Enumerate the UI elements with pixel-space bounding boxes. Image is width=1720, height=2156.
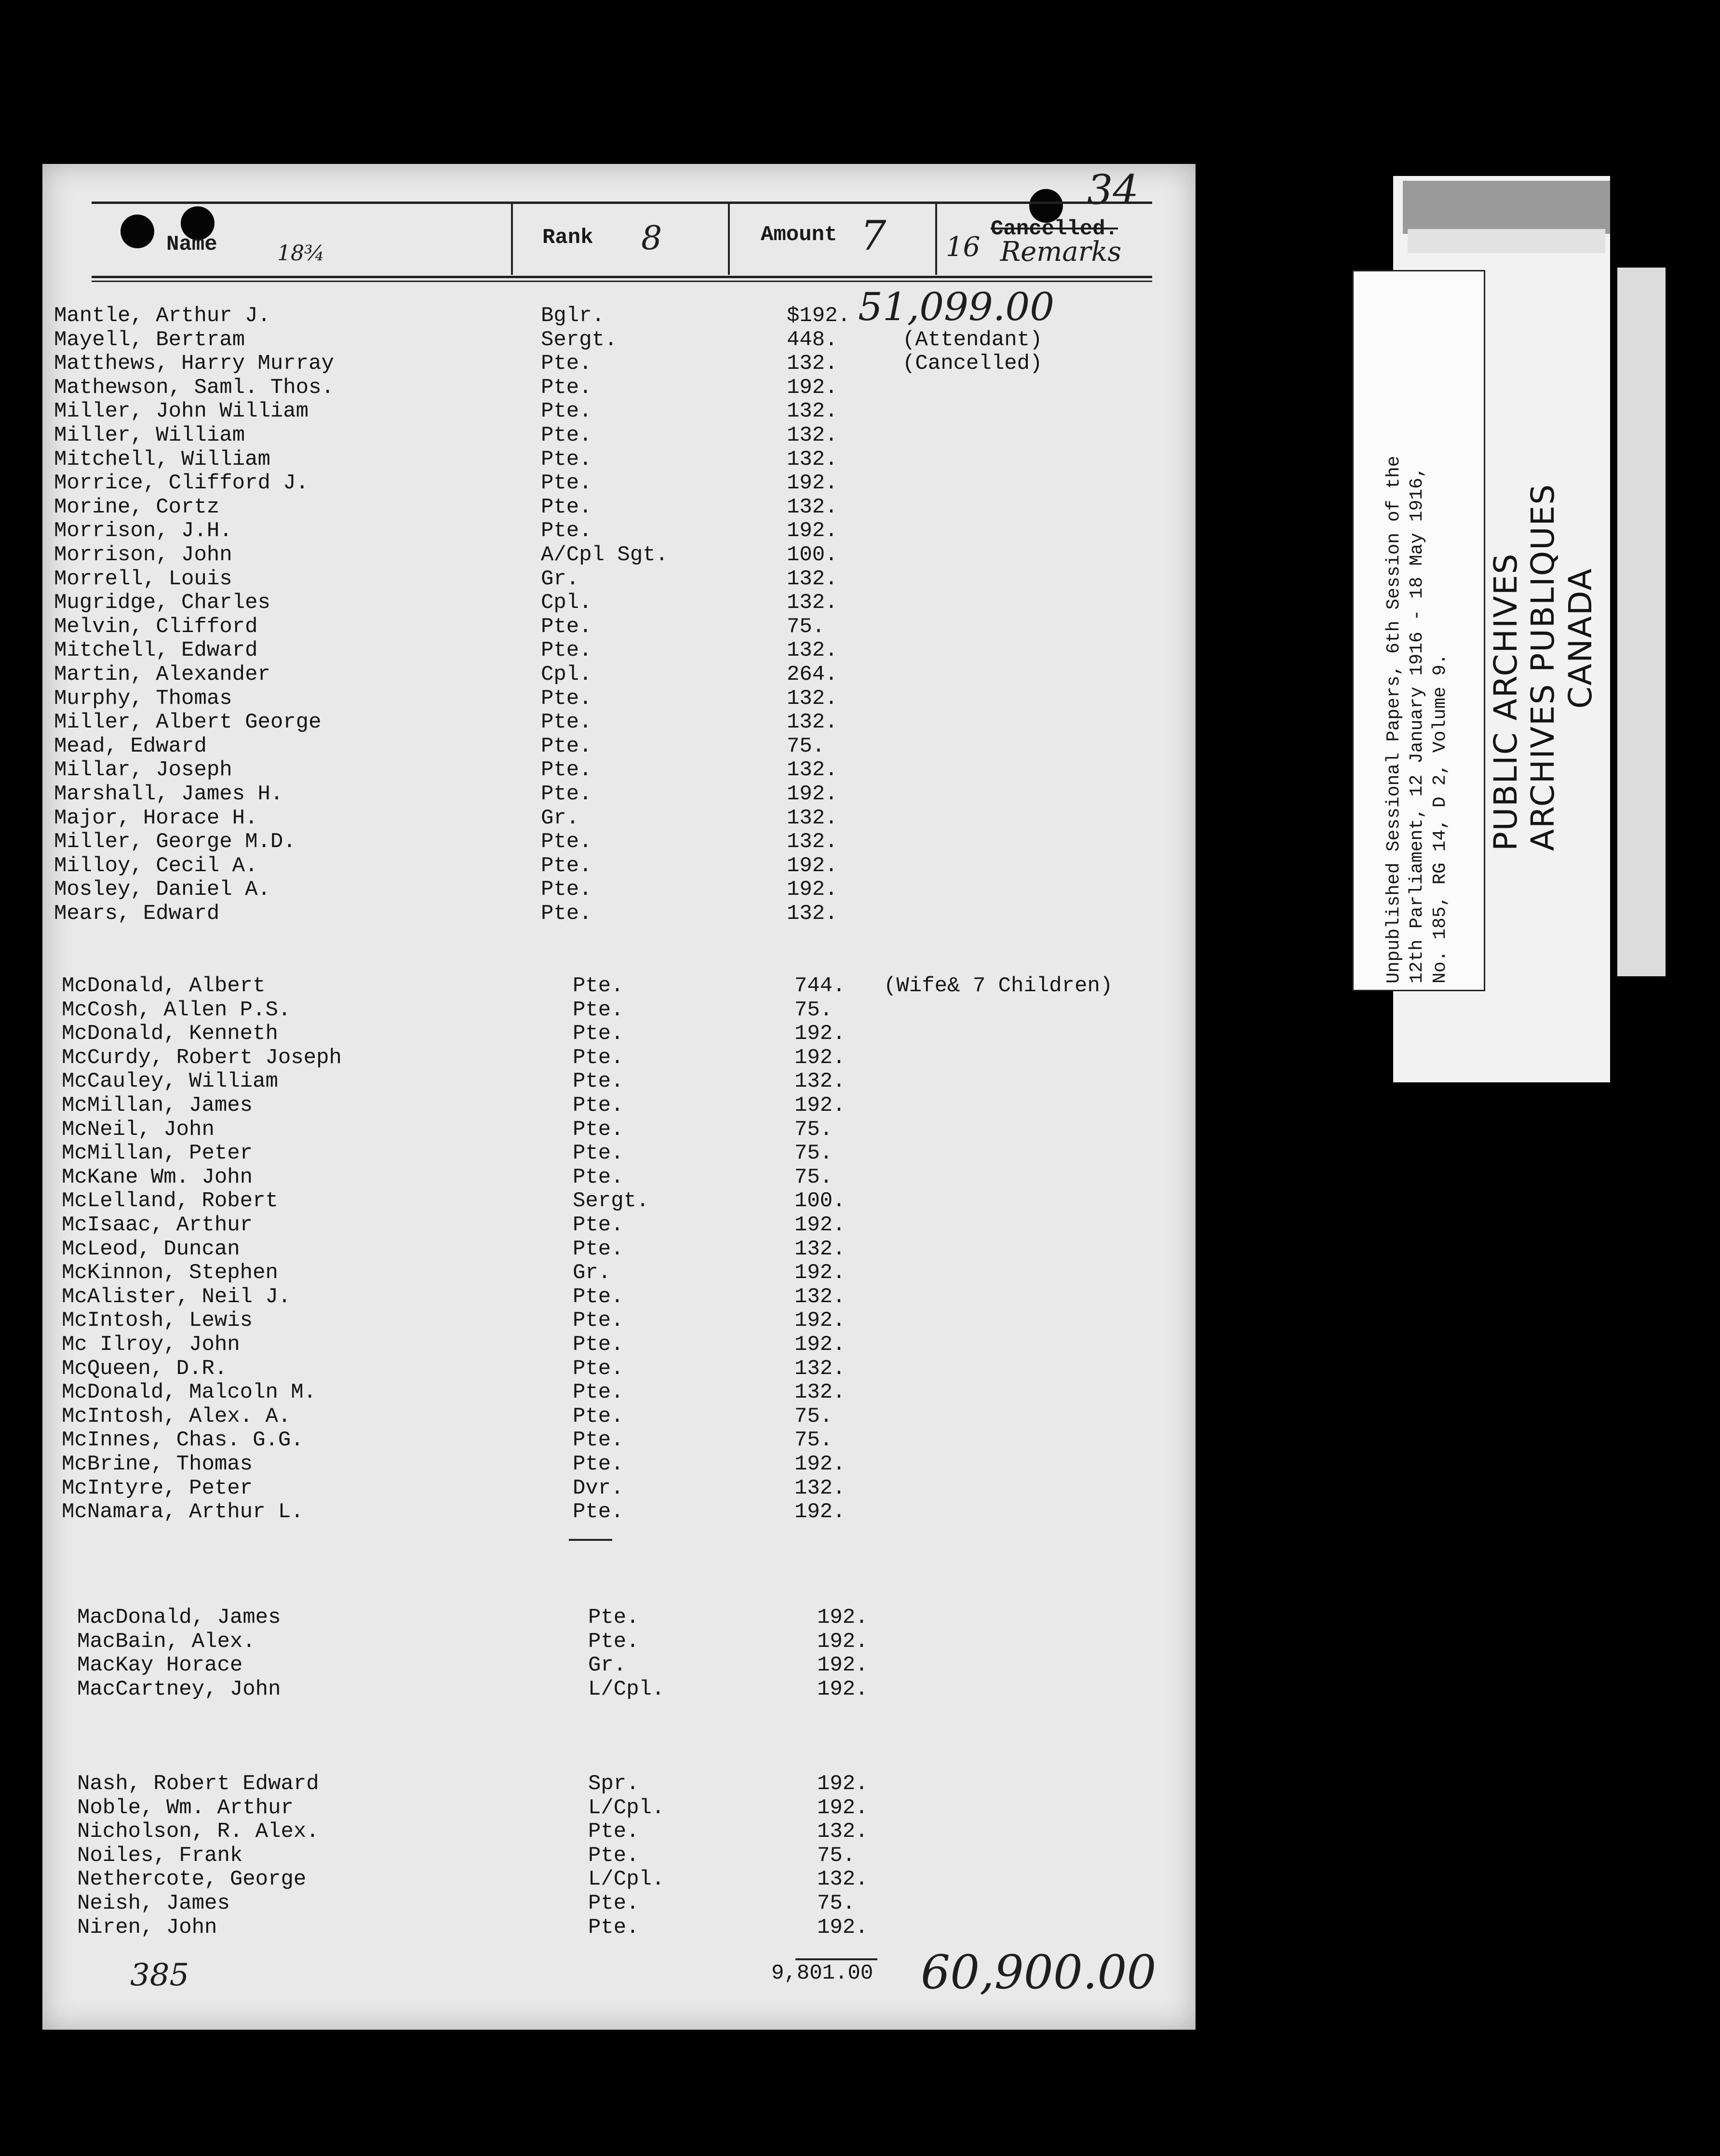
- entry-rank: Pte.: [573, 1141, 624, 1165]
- entry-rank: Pte.: [541, 638, 592, 662]
- entry-rank: Pte.: [541, 830, 592, 854]
- entry-rank: L/Cpl.: [588, 1796, 665, 1820]
- entry-amount: 132.: [787, 902, 838, 926]
- entry-rank: Pte.: [573, 1165, 624, 1189]
- entry-remark: (Attendant): [902, 328, 1043, 352]
- entry-rank: L/Cpl.: [588, 1677, 665, 1701]
- entry-amount: 132.: [787, 758, 838, 782]
- entry-name: Morine, Cortz: [54, 495, 220, 519]
- entry-rank: Pte.: [573, 1308, 624, 1333]
- entry-amount: 264.: [787, 662, 838, 687]
- entry-rank: Pte.: [541, 376, 592, 400]
- entry-name: Martin, Alexander: [54, 662, 270, 687]
- entry-amount: 132.: [794, 1237, 846, 1261]
- entry-rank: Pte.: [573, 1046, 624, 1070]
- entry-rank: Pte.: [573, 1357, 624, 1381]
- entry-name: McCosh, Allen P.S.: [62, 998, 291, 1022]
- entry-remark: (Wife& 7 Children): [884, 974, 1113, 998]
- entry-name: McLelland, Robert: [62, 1189, 278, 1213]
- header-divider-1: [511, 202, 513, 275]
- entry-amount: 132.: [787, 567, 838, 591]
- entry-rank: Pte.: [541, 423, 592, 447]
- archive-tag-inner: [1408, 229, 1605, 253]
- header-bottom-rule-2: [92, 281, 1152, 282]
- entry-amount: 75.: [817, 1891, 856, 1915]
- entry-name: McIntosh, Lewis: [62, 1308, 253, 1333]
- entry-amount: 192.: [787, 877, 838, 902]
- entry-name: Major, Horace H.: [54, 806, 258, 830]
- entry-rank: Pte.: [541, 519, 592, 543]
- entry-name: McMillan, Peter: [62, 1141, 253, 1165]
- entry-rank: Pte.: [573, 1069, 624, 1093]
- entry-rank: Pte.: [541, 877, 592, 902]
- entry-amount: 75.: [794, 998, 833, 1022]
- entry-rank: Sergt.: [541, 328, 618, 352]
- entry-rank: Pte.: [573, 1213, 624, 1237]
- entry-amount: 132.: [794, 1285, 846, 1309]
- entry-name: Mugridge, Charles: [54, 591, 270, 615]
- entry-rank: Pte.: [588, 1891, 639, 1915]
- entry-name: McCauley, William: [62, 1069, 278, 1093]
- entry-name: Mead, Edward: [54, 734, 207, 758]
- entry-rank: Pte.: [573, 1428, 624, 1452]
- entry-rank: Pte.: [573, 1118, 624, 1142]
- entry-rank: Cpl.: [541, 591, 592, 615]
- entry-amount: 192.: [794, 1308, 846, 1333]
- entry-amount: 192.: [817, 1605, 868, 1630]
- archive-stamp-line-1: PUBLIC ARCHIVES: [1487, 552, 1524, 851]
- entry-rank: Pte.: [541, 447, 592, 472]
- rank-underline: [569, 1539, 612, 1541]
- entry-name: Nash, Robert Edward: [77, 1772, 319, 1796]
- entry-rank: Pte.: [573, 974, 624, 998]
- entry-amount: 132.: [817, 1867, 868, 1891]
- entry-amount: 132.: [794, 1380, 846, 1404]
- archive-tag-strip: [1617, 268, 1666, 976]
- entry-amount: 132.: [817, 1819, 868, 1844]
- entry-name: Nicholson, R. Alex.: [77, 1819, 319, 1844]
- header-divider-2: [728, 202, 730, 275]
- entry-name: MacCartney, John: [77, 1677, 281, 1701]
- entry-remark: (Cancelled): [902, 351, 1043, 376]
- archive-stamp-line-3: CANADA: [1562, 567, 1599, 709]
- entry-name: McAlister, Neil J.: [62, 1285, 291, 1309]
- entry-amount: 192.: [794, 1261, 846, 1285]
- entry-amount: 132.: [787, 710, 838, 734]
- entry-amount: 132.: [794, 1476, 846, 1500]
- entry-amount: 192.: [817, 1653, 868, 1677]
- amount-total: 9,801.00: [771, 1961, 873, 1985]
- entry-rank: Pte.: [541, 687, 592, 711]
- entry-amount: 132.: [787, 638, 838, 662]
- entry-amount: 448.: [787, 328, 838, 352]
- entry-name: McKane Wm. John: [62, 1165, 253, 1189]
- entry-rank: Pte.: [573, 1285, 624, 1309]
- entry-name: MacBain, Alex.: [77, 1630, 255, 1654]
- entry-amount: 192.: [787, 519, 838, 543]
- entry-rank: Pte.: [573, 1404, 624, 1428]
- entry-name: McDonald, Kenneth: [62, 1022, 278, 1046]
- entry-rank: Pte.: [541, 854, 592, 878]
- entry-amount: 192.: [817, 1772, 868, 1796]
- entry-amount: 192.: [787, 854, 838, 878]
- entry-name: McQueen, D.R.: [62, 1357, 228, 1381]
- entry-name: Mc Ilroy, John: [62, 1333, 240, 1357]
- entry-name: McNamara, Arthur L.: [62, 1500, 304, 1524]
- handwritten-page-number-top: 34: [1087, 166, 1139, 214]
- entry-rank: Pte.: [573, 1452, 624, 1476]
- entry-name: Mathewson, Saml. Thos.: [54, 376, 334, 400]
- entry-name: Mears, Edward: [54, 902, 220, 926]
- header-cancelled-label: Cancelled.: [991, 217, 1118, 241]
- entry-name: MacKay Horace: [77, 1653, 243, 1677]
- entry-amount: 192.: [794, 1333, 846, 1357]
- entry-rank: Gr.: [573, 1261, 611, 1285]
- entry-name: Miller, George M.D.: [54, 830, 296, 854]
- entry-amount: 132.: [787, 591, 838, 615]
- entry-amount: 192.: [787, 782, 838, 806]
- entry-amount: 192.: [787, 376, 838, 400]
- entry-rank: Spr.: [588, 1772, 639, 1796]
- header-bottom-rule: [92, 276, 1152, 278]
- entry-name: Morrice, Clifford J.: [54, 471, 309, 495]
- entry-rank: Pte.: [588, 1630, 639, 1654]
- entry-name: McKinnon, Stephen: [62, 1261, 278, 1285]
- entry-rank: Pte.: [588, 1915, 639, 1940]
- entry-rank: Pte.: [541, 902, 592, 926]
- entry-rank: Sergt.: [573, 1189, 649, 1213]
- entry-name: McMillan, James: [62, 1093, 253, 1118]
- entry-amount: 192.: [794, 1093, 846, 1118]
- entry-name: Neish, James: [77, 1891, 230, 1915]
- entry-rank: Bglr.: [541, 304, 605, 328]
- entry-name: Morrison, John: [54, 543, 232, 567]
- entry-name: Morrell, Louis: [54, 567, 232, 591]
- entry-amount: 75.: [794, 1404, 833, 1428]
- entry-amount: 192.: [794, 1500, 846, 1524]
- entry-rank: Pte.: [541, 758, 592, 782]
- entry-name: McNeil, John: [62, 1118, 215, 1142]
- entry-amount: 132.: [794, 1069, 846, 1093]
- entry-rank: Pte.: [588, 1605, 639, 1630]
- entry-name: McCurdy, Robert Joseph: [62, 1046, 342, 1070]
- handwritten-top-figure: 51,099.00: [858, 284, 1055, 329]
- entry-amount: 192.: [794, 1046, 846, 1070]
- entry-amount: 132.: [787, 351, 838, 376]
- entry-amount: 100.: [794, 1189, 846, 1213]
- entry-rank: Pte.: [541, 495, 592, 519]
- total-underline: [795, 1958, 877, 1960]
- entry-name: Noiles, Frank: [77, 1844, 243, 1868]
- citation-line-2: 12th Parliament, 12 January 1916 - 18 May 1916,: [1407, 467, 1427, 984]
- entry-rank: Pte.: [541, 399, 592, 423]
- handwritten-sixteen: 16: [946, 231, 981, 263]
- entry-name: Miller, Albert George: [54, 710, 322, 734]
- entry-amount: 744.: [794, 974, 846, 998]
- entry-rank: Gr.: [541, 806, 579, 830]
- entry-name: Milloy, Cecil A.: [54, 854, 258, 878]
- entry-amount: 75.: [794, 1165, 833, 1189]
- entry-amount: 132.: [787, 495, 838, 519]
- entry-rank: Pte.: [573, 998, 624, 1022]
- entry-amount: 132.: [787, 447, 838, 472]
- entry-amount: 75.: [794, 1428, 833, 1452]
- entry-amount: 132.: [787, 399, 838, 423]
- entry-amount: 100.: [787, 543, 838, 567]
- entry-name: McBrine, Thomas: [62, 1452, 253, 1476]
- entry-rank: Pte.: [541, 615, 592, 639]
- entry-amount: 75.: [787, 615, 825, 639]
- entry-name: Matthews, Harry Murray: [54, 351, 334, 376]
- entry-name: Marshall, James H.: [54, 782, 283, 806]
- header-divider-3: [935, 202, 937, 275]
- entry-rank: Pte.: [573, 1237, 624, 1261]
- entry-name: Melvin, Clifford: [54, 615, 258, 639]
- entry-name: Morrison, J.H.: [54, 519, 232, 543]
- entry-rank: Pte.: [541, 782, 592, 806]
- entry-amount: $192.: [787, 304, 851, 328]
- entry-name: McInnes, Chas. G.G.: [62, 1428, 304, 1452]
- entry-rank: Pte.: [573, 1500, 624, 1524]
- entry-name: Mosley, Daniel A.: [54, 877, 270, 902]
- header-rank-label: Rank: [542, 226, 593, 250]
- entry-name: Murphy, Thomas: [54, 687, 232, 711]
- entry-amount: 192.: [817, 1796, 868, 1820]
- entry-amount: 192.: [794, 1213, 846, 1237]
- entry-name: McIntyre, Peter: [62, 1476, 253, 1500]
- entry-amount: 75.: [794, 1141, 833, 1165]
- entry-rank: Cpl.: [541, 662, 592, 687]
- entry-name: Mitchell, William: [54, 447, 270, 472]
- citation-line-3: No. 185, RG 14, D 2, Volume 9.: [1430, 653, 1451, 984]
- entry-amount: 75.: [817, 1844, 856, 1868]
- entry-name: MacDonald, James: [77, 1605, 281, 1630]
- entry-rank: L/Cpl.: [588, 1867, 665, 1891]
- entry-rank: Pte.: [573, 1093, 624, 1118]
- entry-name: Noble, Wm. Arthur: [77, 1796, 294, 1820]
- handwritten-amount-number: 7: [860, 212, 887, 259]
- entry-amount: 132.: [787, 806, 838, 830]
- handwritten-rank-number: 8: [641, 219, 662, 257]
- entry-name: Mayell, Bertram: [54, 328, 245, 352]
- entry-amount: 192.: [817, 1630, 868, 1654]
- entry-rank: Pte.: [541, 734, 592, 758]
- entry-amount: 192.: [794, 1022, 846, 1046]
- entry-rank: Pte.: [541, 710, 592, 734]
- citation-line-1: Unpublished Sessional Papers, 6th Session of the: [1384, 456, 1404, 984]
- entry-rank: Pte.: [541, 351, 592, 376]
- entry-amount: 132.: [794, 1357, 846, 1381]
- handwritten-bottom-figure: 60,900.00: [921, 1945, 1156, 1999]
- handwritten-page-number: 385: [130, 1957, 189, 1993]
- entry-amount: 75.: [787, 734, 825, 758]
- entry-rank: Pte.: [588, 1844, 639, 1868]
- entry-rank: A/Cpl Sgt.: [541, 543, 669, 567]
- entry-name: McIntosh, Alex. A.: [62, 1404, 291, 1428]
- entry-amount: 75.: [794, 1118, 833, 1142]
- punch-hole-1: [121, 215, 154, 248]
- entry-amount: 132.: [787, 830, 838, 854]
- entry-name: Miller, John William: [54, 399, 309, 423]
- entry-rank: Dvr.: [573, 1476, 624, 1500]
- handwritten-remarks: Remarks: [1000, 236, 1122, 268]
- entry-amount: 192.: [794, 1452, 846, 1476]
- entry-rank: Pte.: [588, 1819, 639, 1844]
- entry-rank: Pte.: [541, 471, 592, 495]
- handwritten-fraction: 18¾: [277, 241, 325, 266]
- entry-name: Miller, William: [54, 423, 245, 447]
- header-top-rule: [92, 202, 1152, 204]
- archive-tag-top: [1403, 181, 1610, 234]
- entry-rank: Pte.: [573, 1380, 624, 1404]
- entry-amount: 192.: [817, 1677, 868, 1701]
- archive-stamp-line-2: ARCHIVES PUBLIQUES: [1524, 483, 1561, 851]
- entry-name: Niren, John: [77, 1915, 217, 1940]
- entry-amount: 192.: [787, 471, 838, 495]
- header-amount-label: Amount: [761, 223, 837, 247]
- entry-name: McDonald, Malcoln M.: [62, 1380, 317, 1404]
- entry-name: McIsaac, Arthur: [62, 1213, 253, 1237]
- entry-name: McDonald, Albert: [62, 974, 266, 998]
- entry-rank: Gr.: [588, 1653, 627, 1677]
- entry-name: Mantle, Arthur J.: [54, 304, 270, 328]
- header-name-label: Name: [166, 232, 217, 256]
- entry-name: Mitchell, Edward: [54, 638, 258, 662]
- entry-amount: 132.: [787, 687, 838, 711]
- entry-rank: Pte.: [573, 1333, 624, 1357]
- entry-name: Millar, Joseph: [54, 758, 232, 782]
- entry-name: McLeod, Duncan: [62, 1237, 240, 1261]
- entry-amount: 132.: [787, 423, 838, 447]
- entry-rank: Gr.: [541, 567, 579, 591]
- entry-name: Nethercote, George: [77, 1867, 307, 1891]
- entry-rank: Pte.: [573, 1022, 624, 1046]
- entry-amount: 192.: [817, 1915, 868, 1940]
